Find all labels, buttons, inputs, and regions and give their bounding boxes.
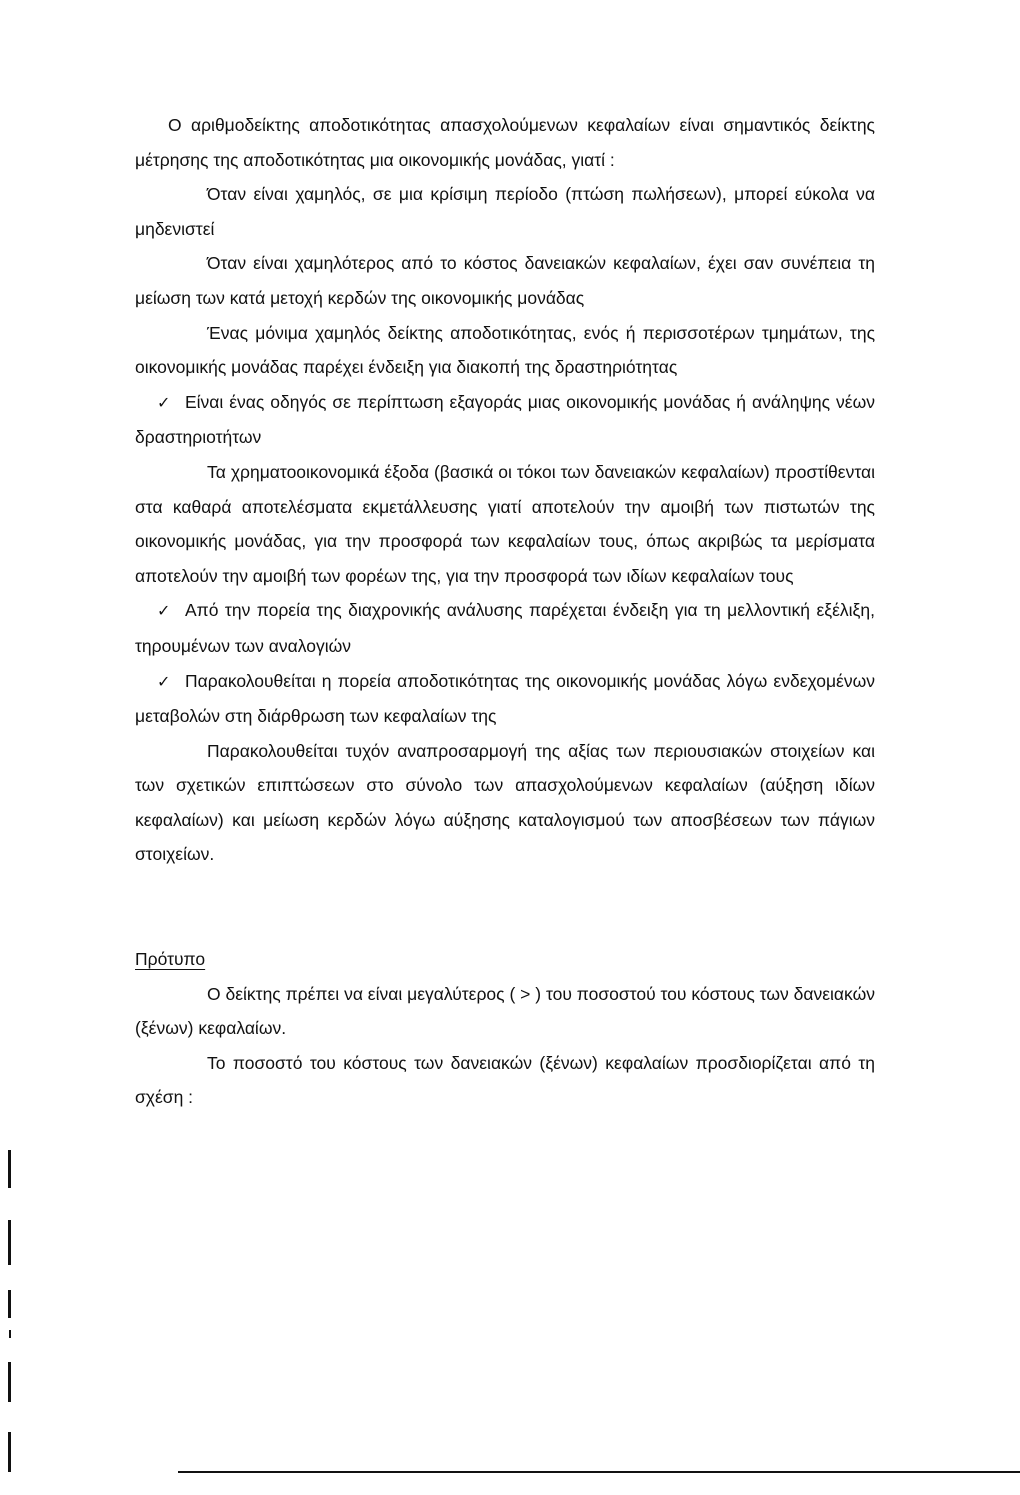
list-item-text: Από την πορεία της διαχρονικής ανάλυσης παρέχεται ένδειξη για τη μελλοντική εξέλιξη, τηρουμένων των αναλογιών — [135, 600, 875, 656]
scan-mark — [8, 1432, 11, 1472]
scan-mark — [8, 1290, 11, 1318]
list-item: Τα χρηματοοικονομικά έξοδα (βασικά οι τόκοι των δανειακών κεφαλαίων) προστίθενται στα καθαρά αποτελέσματα εκμετάλλευσης γιατί αποτελούν την αμοιβή των πιστωτών της οικονομικής μονάδας, για την προσφορά των κεφαλαίων τους, όπως ακριβώς τα μερίσματα αποτελούν την αμοιβή των φορέων της, για την προσφορά των ιδίων κεφαλαίων τους — [135, 461, 875, 586]
list-item — [135, 664, 875, 734]
list-item — [135, 593, 875, 663]
intro-paragraph: Ο αριθμοδείκτης αποδοτικότητας απασχολούμενων κεφαλαίων είναι σημαντικός δείκτης μέτρησης της αποδοτικότητας μια οικονομικής μονάδας, γιατί : — [135, 115, 875, 170]
section-heading-text: Πρότυπο — [135, 949, 206, 970]
document-body — [135, 108, 875, 1115]
list-item: Ένας μόνιμα χαμηλός δείκτης αποδοτικότητας, ενός ή περισσοτέρων τμημάτων, της οικονομικής μονάδας παρέχει ένδειξη για διακοπή της δραστηριότητας — [135, 322, 875, 378]
check-mark-icon: ✓ — [157, 671, 171, 691]
scan-mark — [8, 1362, 11, 1402]
scan-mark — [178, 1471, 1020, 1473]
scan-mark — [8, 1220, 11, 1265]
list-item-text: Είναι ένας οδηγός σε περίπτωση εξαγοράς μιας οικονομικής μονάδας ή ανάληψης νέων δραστηριοτήτων — [135, 391, 875, 448]
list-item: Παρακολουθείται τυχόν αναπροσαρμογή της αξίας των περιουσιακών στοιχείων και των σχετικών επιπτώσεων στο σύνολο των απασχολούμενων κεφαλαίων (αύξηση ιδίων κεφαλαίων) και μείωση κερδών λόγω αύξησης καταλογισμού των αποσβέσεων των πάγιων στοιχείων. — [135, 740, 875, 865]
list-item: Όταν είναι χαμηλότερος από το κόστος δανειακών κεφαλαίων, έχει σαν συνέπεια τη μείωση των κατά μετοχή κερδών της οικονομικής μονάδας — [135, 253, 875, 308]
standard-paragraph: Το ποσοστό του κόστους των δανειακών (ξένων) κεφαλαίων προσδιορίζεται από τη σχέση : — [135, 1052, 875, 1108]
list-item — [135, 385, 875, 455]
standard-paragraph: Ο δείκτης πρέπει να είναι μεγαλύτερος ( > ) του ποσοστού του κόστους των δανειακών (ξένων) κεφαλαίων. — [135, 983, 875, 1039]
scan-mark — [8, 1150, 11, 1188]
section-spacer — [135, 872, 875, 942]
check-mark-icon: ✓ — [157, 601, 171, 621]
scan-mark — [9, 1330, 11, 1338]
check-mark-icon: ✓ — [157, 392, 171, 412]
list-item-text: Παρακολουθείται η πορεία αποδοτικότητας της οικονομικής μονάδας λόγω ενδεχομένων μεταβολών στη διάρθρωση των κεφαλαίων της — [135, 670, 875, 727]
list-item: Όταν είναι χαμηλός, σε μια κρίσιμη περίοδο (πτώση πωλήσεων), μπορεί εύκολα να μηδενιστεί — [135, 184, 875, 239]
section-heading — [135, 942, 875, 977]
